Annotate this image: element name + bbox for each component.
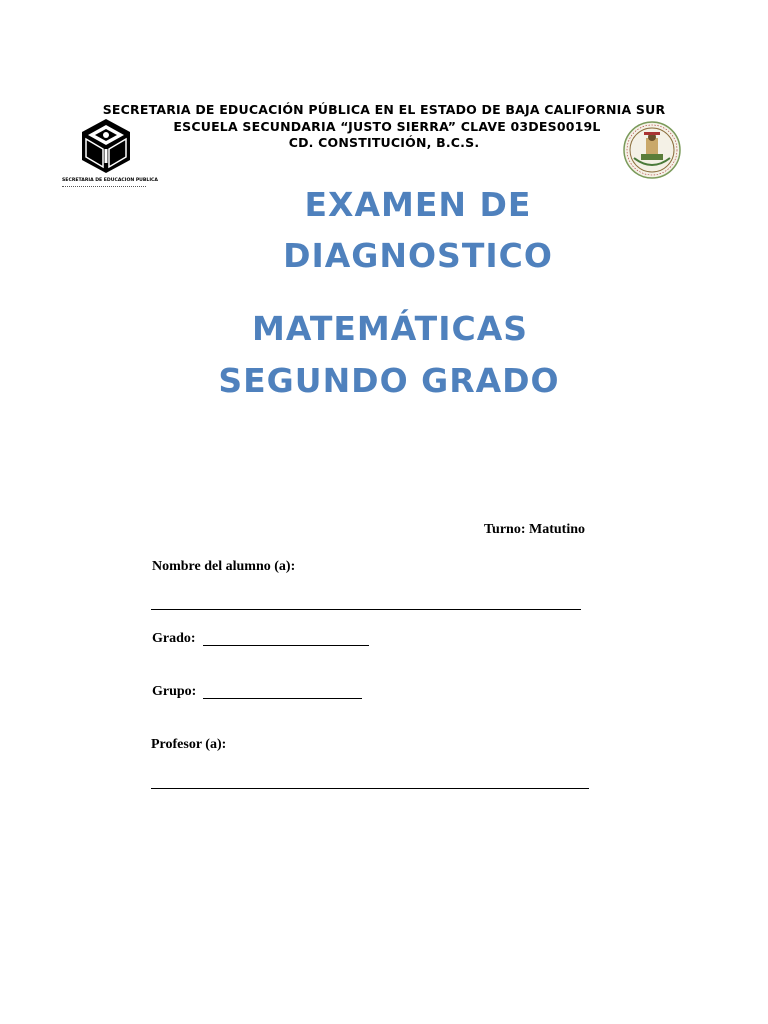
profesor-blank-line[interactable]	[151, 788, 589, 789]
grupo-blank-line[interactable]	[203, 698, 362, 699]
profesor-label: Profesor (a):	[151, 737, 227, 752]
grado-label: Grado:	[152, 631, 196, 646]
subject-title: MATEMÁTICAS	[252, 309, 528, 348]
left-logo-caption: SECRETARIA DE EDUCACION PUBLICA	[62, 178, 158, 183]
nombre-blank-line[interactable]	[151, 609, 581, 610]
title-line-2: DIAGNOSTICO	[283, 236, 553, 275]
nombre-label: Nombre del alumno (a):	[152, 559, 296, 574]
grado-blank-line[interactable]	[203, 645, 369, 646]
turno-text: Turno: Matutino	[484, 522, 586, 537]
title-line-1: EXAMEN DE	[304, 185, 532, 224]
header-line-3: CD. CONSTITUCIÓN, B.C.S.	[288, 135, 480, 150]
grade-title: SEGUNDO GRADO	[218, 361, 560, 400]
header-line-2: ESCUELA SECUNDARIA “JUSTO SIERRA” CLAVE 03DES0019L	[173, 119, 601, 134]
grupo-label: Grupo:	[152, 684, 197, 699]
header-line-1: SECRETARIA DE EDUCACIÓN PÚBLICA EN EL ESTADO DE BAJA CALIFORNIA SUR	[102, 102, 666, 117]
